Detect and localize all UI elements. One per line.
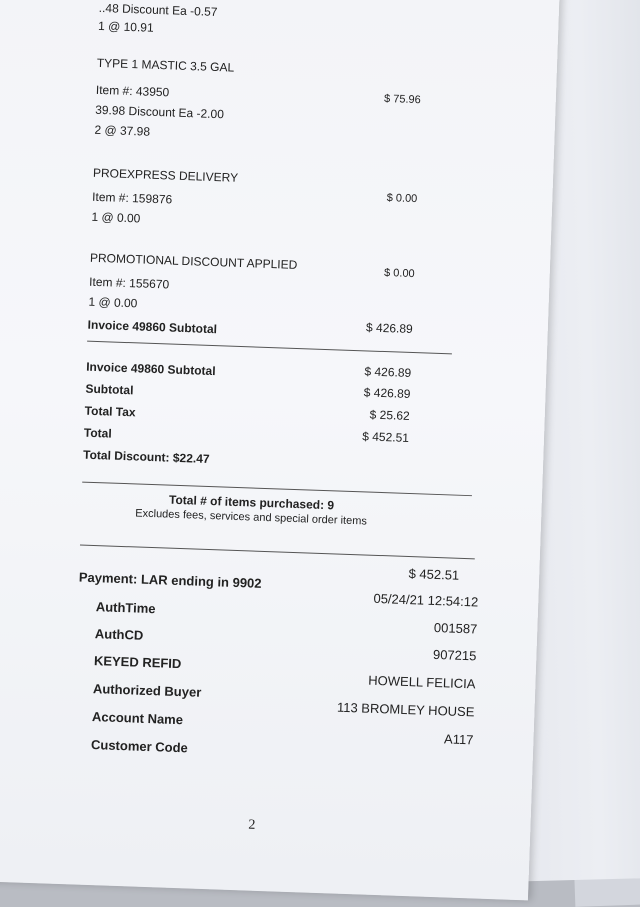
items-purchased-headline: Total # of items purchased: 9 [168,492,335,513]
discount-line: ..48 Discount Ea -0.57 [98,0,218,20]
items-purchased-note: Excludes fees, services and special order items [135,507,368,528]
totals-label: Subtotal [85,381,134,398]
payment-field-value: A117 [443,731,474,748]
invoice-subtotal-value: $ 426.89 [365,320,413,337]
line-item-qty: 2 @ 37.98 [94,122,151,139]
payment-amount: $ 452.51 [408,566,460,583]
totals-value: $ 452.51 [362,429,410,445]
line-item-number: Item #: 155670 [88,274,170,292]
line-item-name: TYPE 1 MASTIC 3.5 GAL [96,55,235,75]
line-item-number: Item #: 159876 [91,189,173,207]
payment-field-label: AuthCD [94,626,144,643]
line-item-qty: 1 @ 0.00 [88,294,138,311]
total-discount: Total Discount: $22.47 [82,447,210,467]
payment-field-label: AuthTime [95,599,156,617]
totals-label: Total Tax [84,403,136,420]
payment-field-label: KEYED REFID [93,653,182,672]
line-item-name: PROEXPRESS DELIVERY [92,165,239,185]
totals-label: Total [83,425,112,441]
divider [80,545,475,560]
line-item-price: $ 0.00 [386,192,418,206]
line-item-price: $ 75.96 [383,92,421,107]
line-item-qty: 1 @ 0.00 [91,209,141,226]
page-number: 2 [248,817,256,833]
line-item-name: PROMOTIONAL DISCOUNT APPLIED [89,250,298,272]
payment-field-value: 113 BROMLEY HOUSE [336,699,475,720]
payment-field-value: 907215 [432,646,477,664]
payment-field-value: 001587 [433,619,478,637]
invoice-subtotal-label: Invoice 49860 Subtotal [87,317,218,337]
divider [87,341,452,355]
payment-field-value: HOWELL FELICIA [368,672,476,692]
line-item-number: Item #: 43950 [95,82,170,100]
qty-line: 1 @ 10.91 [97,18,154,35]
totals-value: $ 426.89 [364,364,412,380]
totals-value: $ 25.62 [369,407,410,423]
totals-label: Invoice 49860 Subtotal [85,359,216,379]
payment-label: Payment: LAR ending in 9902 [78,569,262,591]
totals-value: $ 426.89 [363,385,411,401]
payment-field-label: Authorized Buyer [92,681,202,700]
line-item-discount: 39.98 Discount Ea -2.00 [94,102,225,122]
payment-field-label: Customer Code [90,737,189,756]
payment-field-value: 05/24/21 12:54:12 [373,590,479,610]
payment-field-label: Account Name [91,709,184,728]
line-item-price: $ 0.00 [383,266,415,281]
